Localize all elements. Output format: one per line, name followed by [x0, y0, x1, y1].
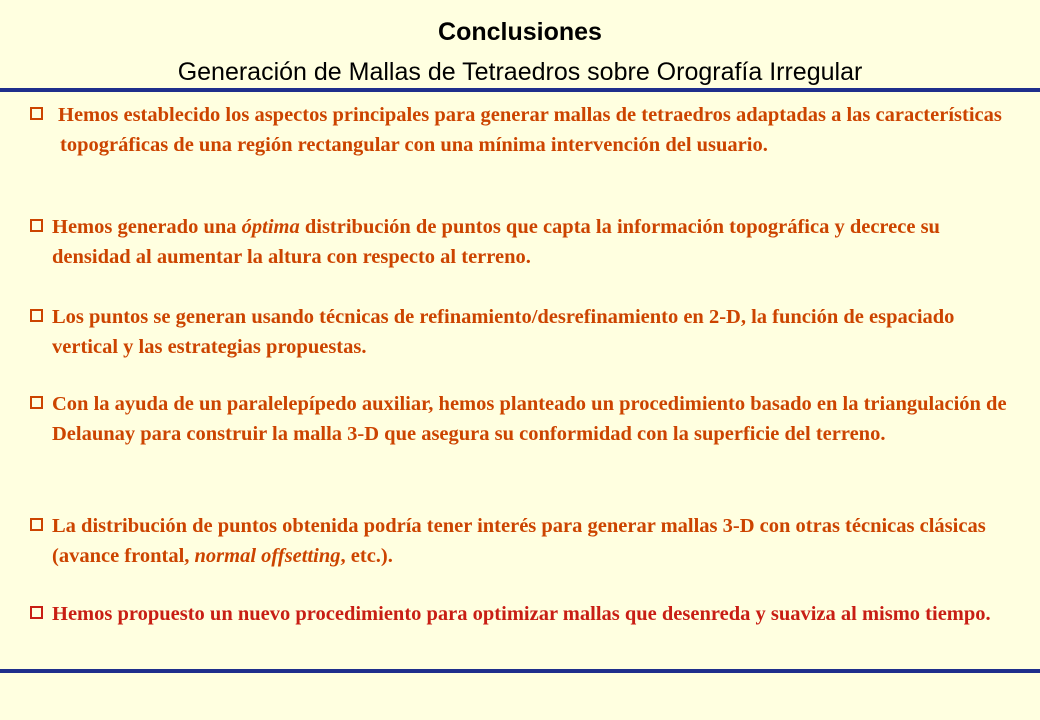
- checkbox-bullet-icon: [30, 606, 43, 619]
- bullet-6-text: Hemos propuesto un nuevo procedimiento para optimizar mallas que desenreda y suaviza al mismo tiempo.: [52, 603, 991, 625]
- bullet-2-text-italic: óptima: [241, 216, 300, 238]
- top-divider: [0, 88, 1040, 92]
- bullet-1: [30, 100, 1010, 160]
- checkbox-bullet-icon: [30, 219, 43, 232]
- bullet-5-text-italic: normal offsetting: [194, 545, 341, 567]
- bullet-1-text: Hemos establecido los aspectos principales para generar mallas de tetraedros adaptadas a las características topográficas de una región rectangular con una mínima intervención del usuario.: [58, 104, 1002, 156]
- bullet-4-text: Con la ayuda de un paralelepípedo auxiliar, hemos planteado un procedimiento basado en la triangulación de Delaunay para construir la malla 3-D que asegura su conformidad con la superficie del terreno.: [52, 393, 1007, 445]
- bullet-4: [30, 389, 1010, 449]
- slide-subtitle: Generación de Mallas de Tetraedros sobre Orografía Irregular: [177, 58, 863, 86]
- checkbox-bullet-icon: [30, 309, 43, 322]
- slide-title: Conclusiones: [438, 18, 602, 46]
- bullet-5: [30, 511, 1010, 571]
- bullet-6: [30, 599, 1010, 629]
- bullet-2: [30, 212, 1010, 272]
- bullet-2-text-pre: Hemos generado una: [52, 216, 242, 238]
- bullet-5-text-post: , etc.).: [340, 545, 393, 567]
- bullet-2-text-post: distribución de puntos que capta la información topográfica y decrece su densidad al aumentar la altura con respecto al terreno.: [52, 216, 940, 268]
- bottom-divider: [0, 669, 1040, 673]
- checkbox-bullet-icon: [30, 518, 43, 531]
- bullet-3-text: Los puntos se generan usando técnicas de refinamiento/desrefinamiento en 2-D, la función de espaciado vertical y las estrategias propuestas.: [52, 306, 955, 358]
- checkbox-bullet-icon: [30, 107, 43, 120]
- checkbox-bullet-icon: [30, 396, 43, 409]
- bullet-5-text-pre: La distribución de puntos obtenida podría tener interés para generar mallas 3-D con otras técnicas clásicas (avance frontal,: [52, 515, 986, 567]
- bullet-3: [30, 302, 1010, 362]
